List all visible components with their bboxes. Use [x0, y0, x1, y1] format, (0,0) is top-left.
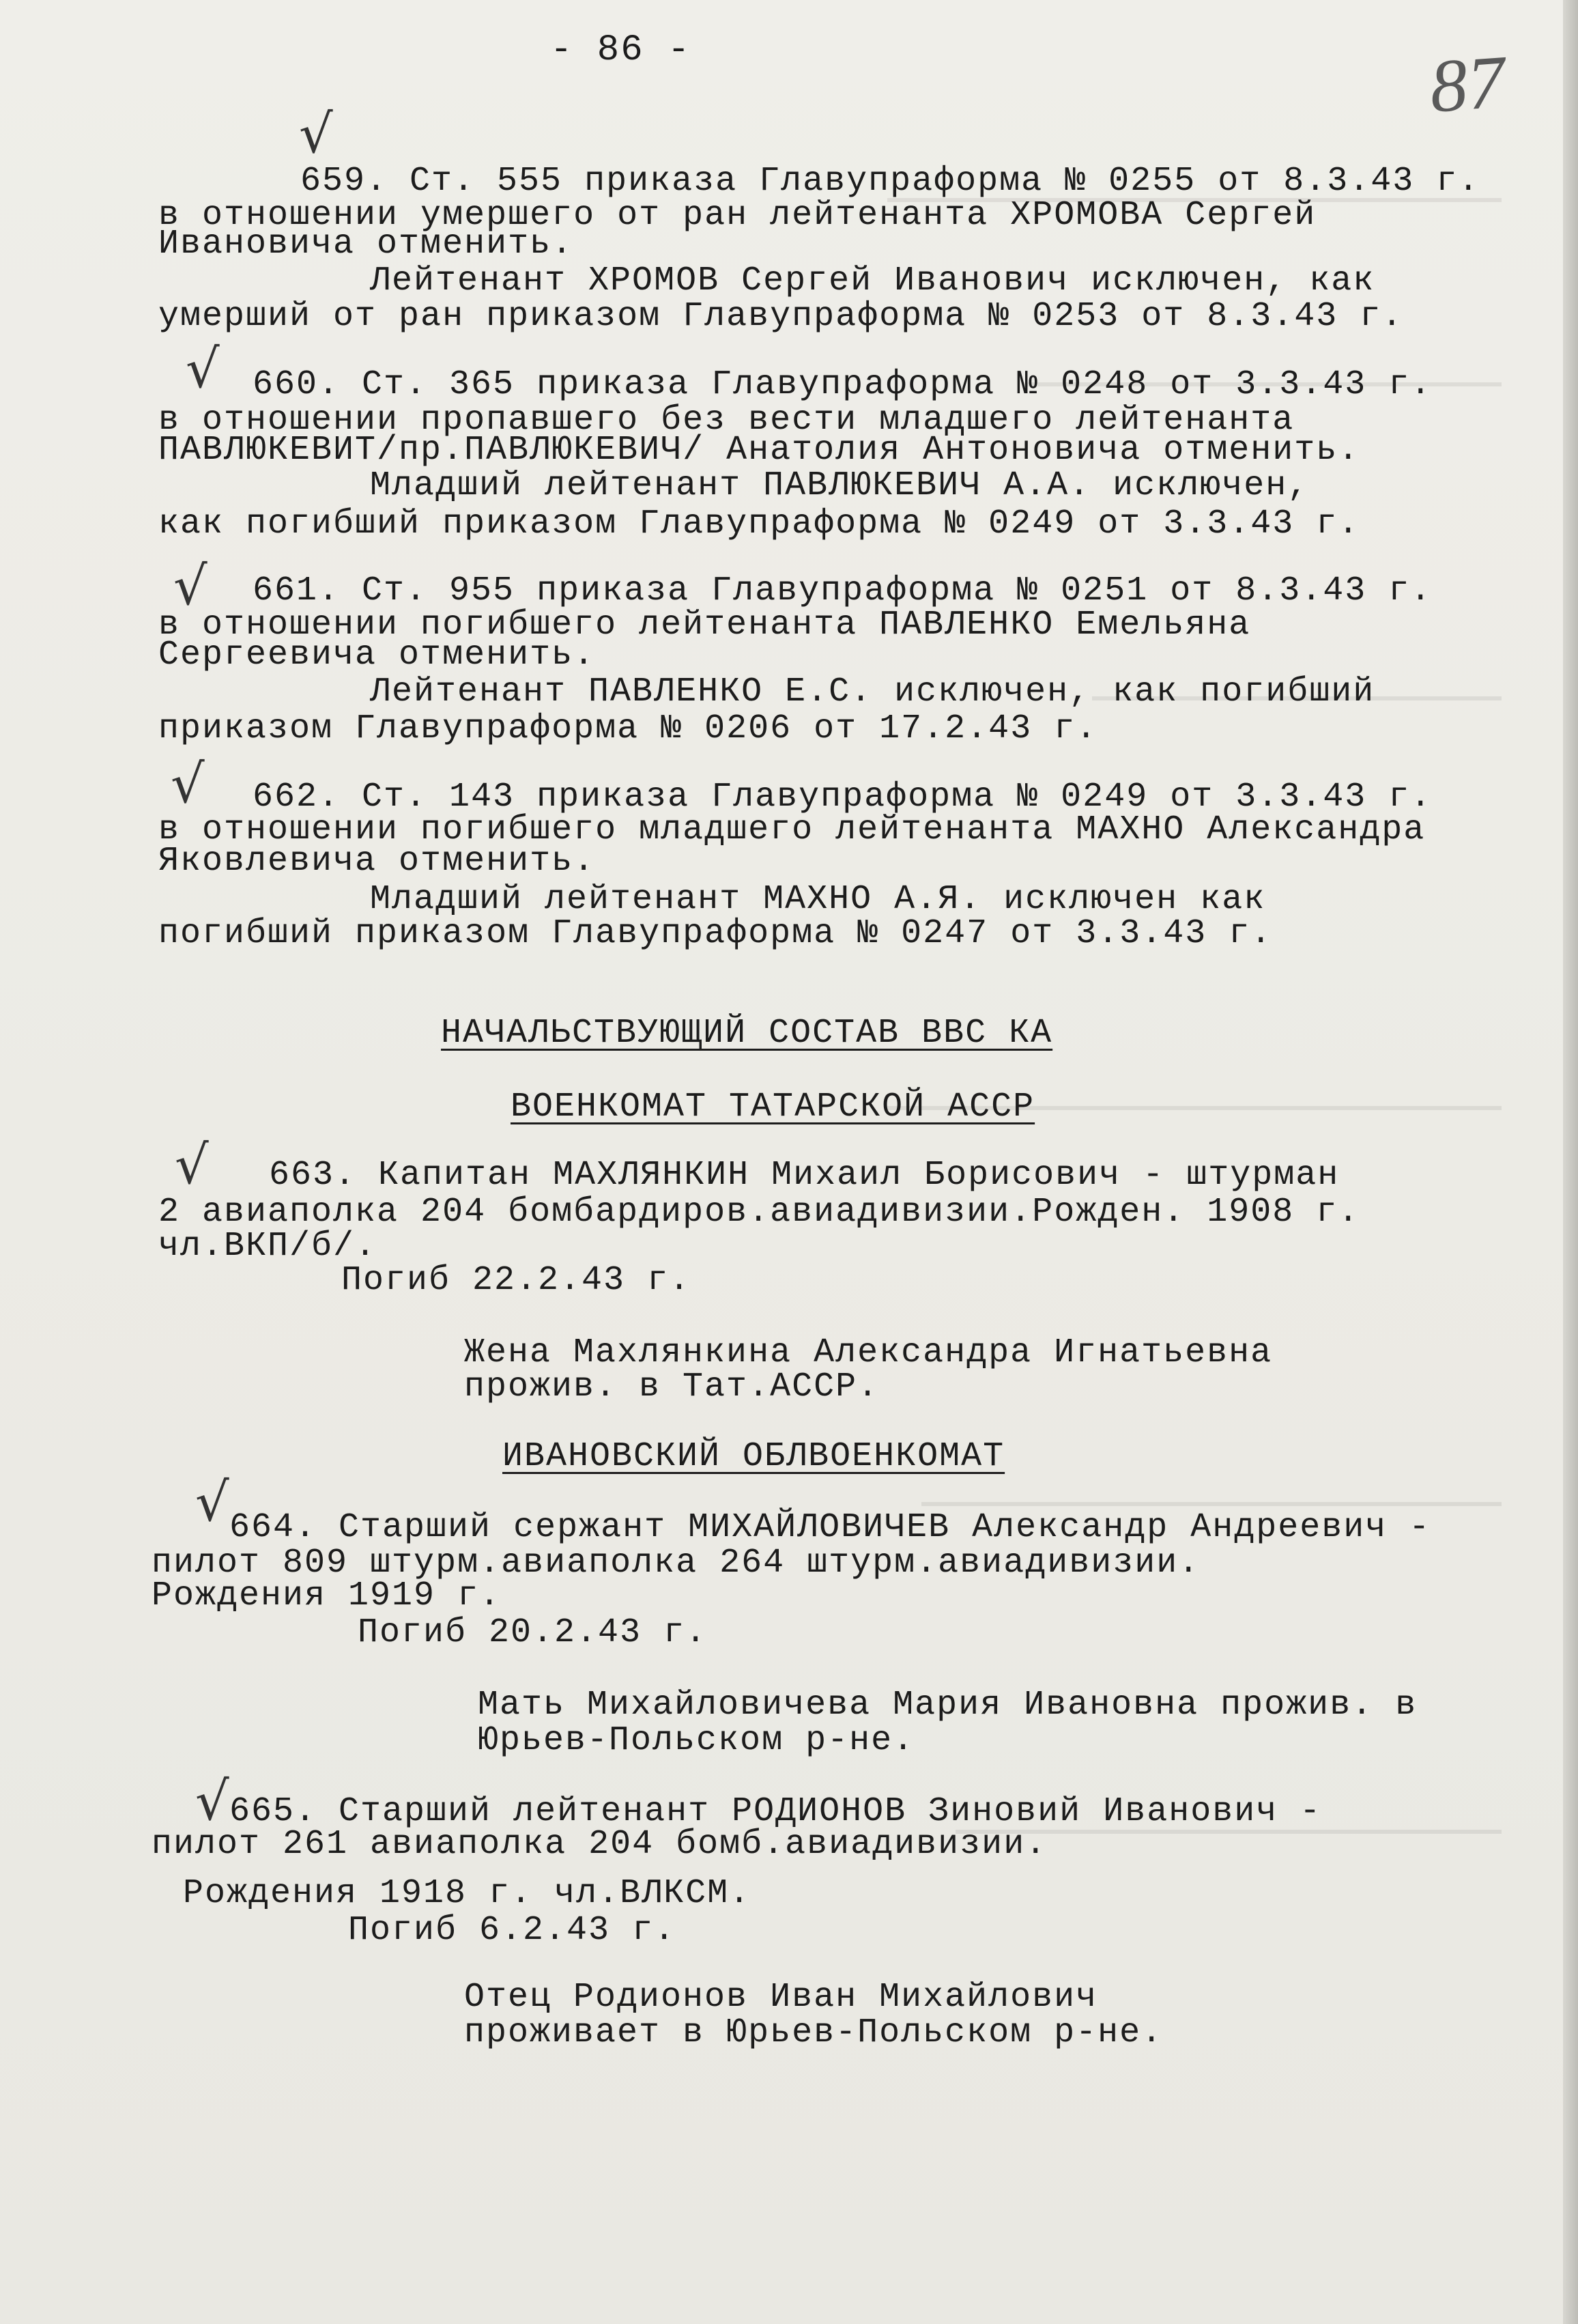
entry-665-line-2: пилот 261 авиаполка 204 бомб.авиадивизии.	[152, 1825, 1048, 1864]
entry-663-line-4: Погиб 22.2.43 г.	[341, 1261, 691, 1300]
entry-664-line-2: пилот 809 штурм.авиаполка 264 штурм.авиадивизии.	[152, 1544, 1201, 1583]
check-mark-icon: √	[195, 1472, 229, 1533]
entry-660-line-4: Младший лейтенант ПАВЛЮКЕВИЧ А.А. исключен,	[370, 466, 1310, 505]
entry-664-line-3: Рождения 1919 г.	[152, 1576, 502, 1615]
entry-664-line-1: 664. Старший сержант МИХАЙЛОВИЧЕВ Александр Андреевич -	[229, 1508, 1431, 1547]
entry-662-line-3: Яковлевича отменить.	[158, 842, 596, 881]
entry-664-line-6: Юрьев-Польском р-не.	[478, 1721, 915, 1760]
entry-664-line-4: Погиб 20.2.43 г.	[358, 1613, 708, 1652]
entry-660-line-5: как погибший приказом Главупраформа № 0249 от 3.3.43 г.	[158, 505, 1360, 543]
check-mark-icon: √	[186, 339, 220, 400]
section-heading-ivanovo-voenkomat: ИВАНОВСКИЙ ОБЛВОЕНКОМАТ	[502, 1437, 1005, 1476]
entry-665-line-6: проживает в Юрьев-Польском р-не.	[464, 2013, 1164, 2052]
entry-665-line-3: Рождения 1918 г. чл.ВЛКСМ.	[183, 1874, 751, 1913]
entry-659-line-1: 659. Ст. 555 приказа Главупраформа № 0255 от 8.3.43 г.	[300, 162, 1480, 201]
entry-659-line-2: в отношении умершего от ран лейтенанта ХРОМОВА Сергей	[158, 196, 1317, 235]
entry-659-line-3: Ивановича отменить.	[158, 225, 574, 264]
entry-665-line-4: Погиб 6.2.43 г.	[348, 1911, 676, 1950]
entry-659-line-4: Лейтенант ХРОМОВ Сергей Иванович исключен, как	[370, 261, 1375, 300]
page-edge-shadow	[1563, 0, 1578, 2324]
entry-662-line-2: в отношении погибшего младшего лейтенанта МАХНО Александра	[158, 810, 1426, 849]
entry-661-line-4: Лейтенант ПАВЛЕНКО Е.С. исключен, как погибший	[370, 672, 1375, 711]
entry-663-line-1: 663. Капитан МАХЛЯНКИН Михаил Борисович - штурман	[269, 1156, 1340, 1195]
check-mark-icon: √	[173, 556, 207, 617]
check-mark-icon: √	[171, 754, 205, 815]
entry-661-line-5: приказом Главупраформа № 0206 от 17.2.43 г.	[158, 709, 1098, 748]
entry-663-line-5: Жена Махлянкина Александра Игнатьевна	[464, 1333, 1273, 1372]
entry-662-line-4: Младший лейтенант МАХНО А.Я. исключен как	[370, 880, 1266, 919]
check-mark-icon: √	[195, 1771, 229, 1832]
entry-660-line-2: в отношении пропавшего без вести младшего лейтенанта	[158, 401, 1295, 440]
entry-660-line-3: ПАВЛЮКЕВИТ/пр.ПАВЛЮКЕВИЧ/ Анатолия Антоновича отменить.	[158, 431, 1360, 470]
archive-page-number: 87	[1426, 40, 1508, 128]
entry-661-line-2: в отношении погибшего лейтенанта ПАВЛЕНКО Емельяна	[158, 606, 1251, 644]
entry-662-line-1: 662. Ст. 143 приказа Главупраформа № 0249 от 3.3.43 г.	[253, 778, 1433, 817]
check-mark-icon: √	[299, 104, 333, 165]
section-heading-air-force: НАЧАЛЬСТВУЮЩИЙ СОСТАВ ВВС КА	[441, 1014, 1053, 1053]
entry-661-line-1: 661. Ст. 955 приказа Главупраформа № 0251 от 8.3.43 г.	[253, 571, 1433, 610]
section-heading-tatar-voenkomat: ВОЕНКОМАТ ТАТАРСКОЙ АССР	[511, 1088, 1035, 1126]
check-mark-icon: √	[175, 1135, 209, 1196]
entry-664-line-5: Мать Михайловичева Мария Ивановна прожив. в	[478, 1686, 1418, 1725]
entry-663-line-2: 2 авиаполка 204 бомбардиров.авиадивизии.Рожден. 1908 г.	[158, 1193, 1360, 1232]
entry-662-line-5: погибший приказом Главупраформа № 0247 от 3.3.43 г.	[158, 914, 1273, 953]
entry-660-line-1: 660. Ст. 365 приказа Главупраформа № 0248 от 3.3.43 г.	[253, 365, 1433, 404]
entry-663-line-6: прожив. в Тат.АССР.	[464, 1368, 880, 1406]
entry-665-line-5: Отец Родионов Иван Михайлович	[464, 1978, 1098, 2017]
entry-665-line-1: 665. Старший лейтенант РОДИОНОВ Зиновий Иванович -	[229, 1792, 1322, 1831]
entry-661-line-3: Сергеевича отменить.	[158, 636, 596, 675]
entry-659-line-5: умерший от ран приказом Главупраформа № 0253 от 8.3.43 г.	[158, 297, 1404, 336]
entry-663-line-3: чл.ВКП/б/.	[158, 1227, 377, 1266]
page-number: - 86 -	[550, 29, 691, 71]
